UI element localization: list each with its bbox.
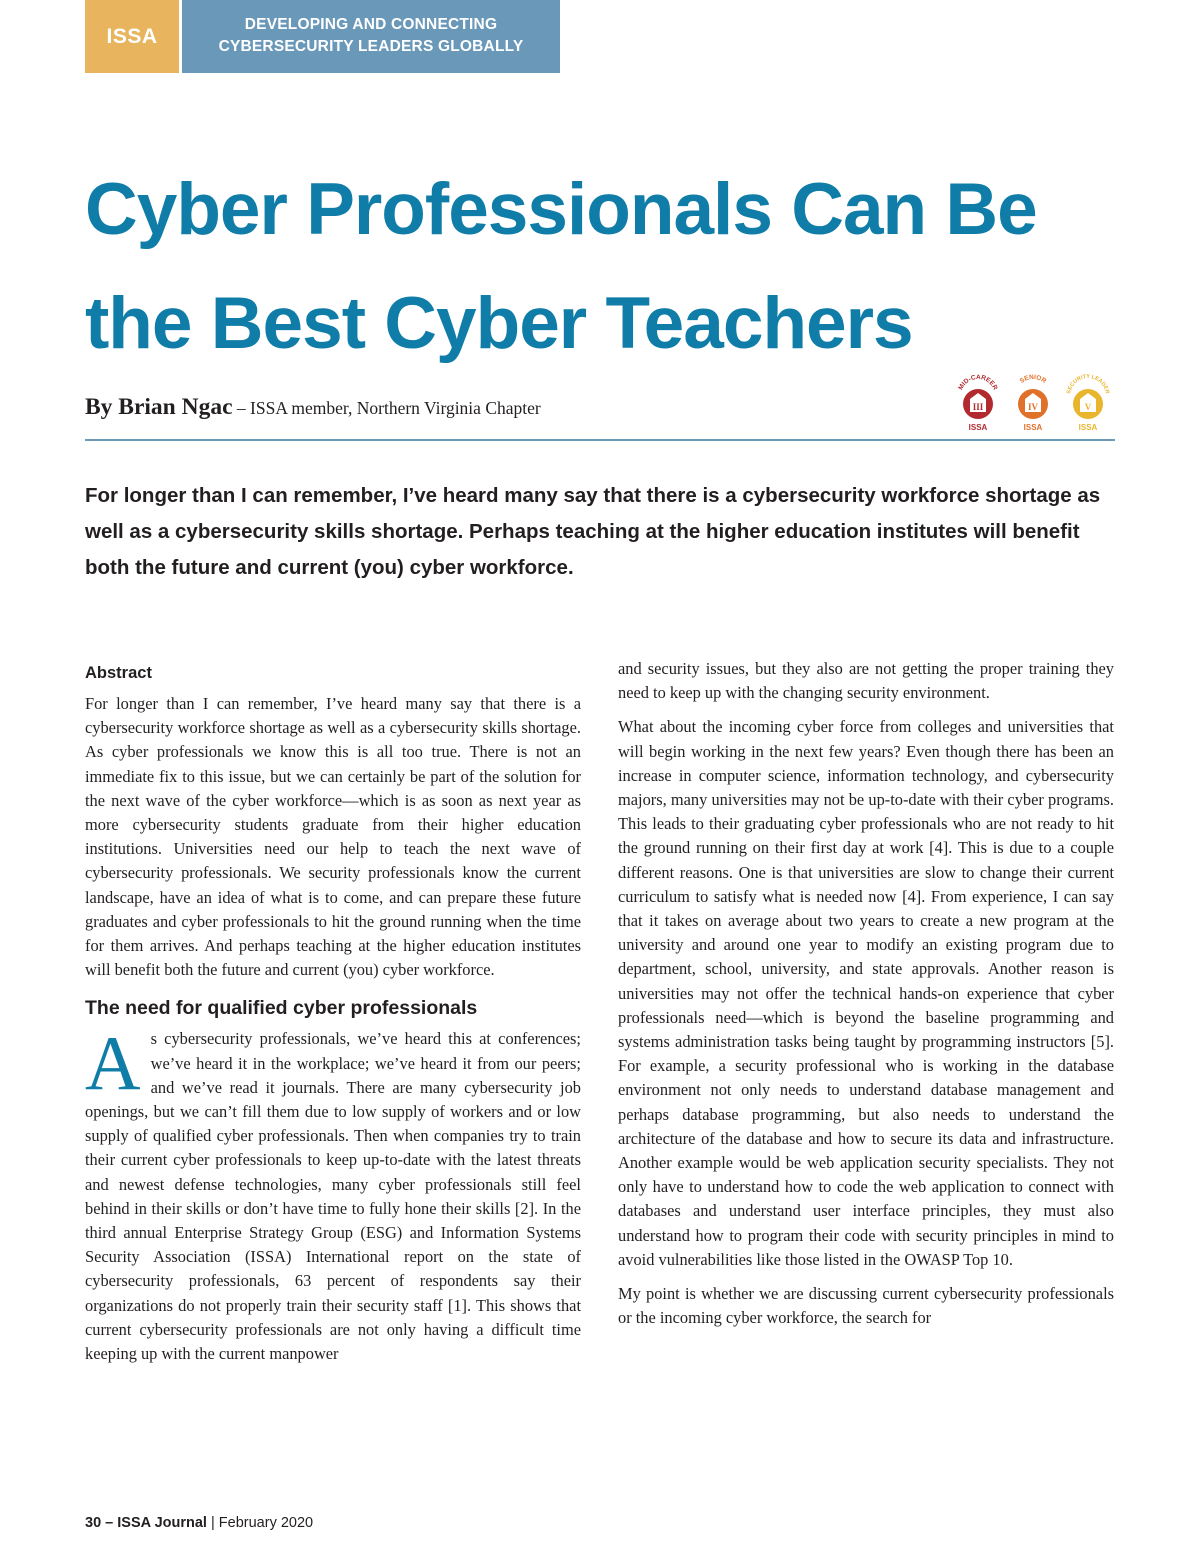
byline-divider (85, 439, 1115, 441)
senior-badge-icon (1010, 374, 1056, 432)
intro-deck: For longer than I can remember, I’ve heard many say that there is a cybersecurity workforce shortage as well as a cybersecurity skills shortage. Perhaps teaching at the higher education institutes will benefit both the future and current (you) cyber workforce. (85, 484, 1101, 579)
career-level-badges (955, 374, 1111, 432)
svg-text:MID-CAREER: MID-CAREER (957, 374, 999, 392)
mid-career-badge-icon (955, 374, 1001, 432)
byline (85, 394, 541, 421)
tagline-line-2: CYBERSECURITY LEADERS GLOBALLY (218, 38, 524, 55)
right-paragraph-1: and security issues, but they also are not getting the proper training they need to keep up with the changing security environment. (618, 659, 1114, 703)
section-heading: The need for qualified cyber professionals (85, 997, 478, 1020)
footer-separator: | (206, 1515, 219, 1531)
article-title: Cyber Professionals Can Be the Best Cyber Teachers (85, 169, 1037, 364)
section-paragraph (85, 1020, 581, 1366)
author-affiliation: – ISSA member, Northern Virginia Chapter (232, 398, 541, 418)
svg-text:ISSA: ISSA (968, 423, 988, 432)
tagline-line-1: DEVELOPING AND CONNECTING (244, 16, 498, 33)
svg-text:ISSA: ISSA (1023, 423, 1043, 432)
right-column (618, 657, 1114, 1340)
right-paragraph-3: My point is whether we are discussing current cybersecurity professionals or the incoming cyber workforce, the search for (618, 1284, 1114, 1328)
svg-text:SECURITY LEADER: SECURITY LEADER (1066, 374, 1110, 395)
right-paragraph-2: What about the incoming cyber force from colleges and universities that will begin working in the next few years? Even though there has been an increase in computer science, information technology, and cybersecurity majors, many universities may not be up-to-date with their cyber programs. This leads to their graduating cyber professionals who are not ready to hit the ground running on their first day at work [4]. This is due to a couple different reasons. One is that universities are slow to change their current curriculum to satisfy what is needed now [4]. From experience, I can say that it takes on average about two years to create a new program at the university and around one year to modify an existing program due to department, school, university, and state approvals. Another reason is universities may not offer the technical hands-on experience that cyber professionals need—which is beyond the baseline programming and systems administration tasks being taught by programming instructors [5]. For example, a security professional who is working in the database environment not only needs to understand database management and perhaps database programming, but also needs to understand the architecture of the database and how to secure its data and infrastructure. Another example would be web application security specialists. They not only have to understand how to code the web application to connect with databases and understand user interface principles, they must also understand how to program their code with security principles in mind to avoid vulnerabilities like those listed in the OWASP Top 10. (618, 717, 1114, 1269)
author-name: By Brian Ngac (85, 394, 233, 420)
section-paragraph-text: s cybersecurity professionals, we’ve heard this at conferences; we’ve heard it in the workplace; we’ve heard it from our peers; and we’ve read it journals. There are many cybersecurity job openings, but we can’t fill them due to low supply of workers and or low supply of qualified cyber professionals. Then when companies try to train their current cyber professionals to keep up-to-date with the latest threats and newest defense technologies, many cyber professionals still feel behind in their skills or don’t have time to fully hone their skills [2]. In the third annual Enterprise Strategy Group (ESG) and Information Systems Security Association (ISSA) International report on the state of cybersecurity professionals, 63 percent of respondents say their organizations do not properly train their security staff [1]. This shows that current cybersecurity professionals are not only having a difficult time keeping up with the current manpower (85, 1029, 581, 1364)
left-column (85, 661, 581, 1376)
page-number: 30 – (85, 1515, 118, 1531)
issue-date: February 2020 (218, 1515, 314, 1531)
svg-text:IV: IV (1027, 402, 1039, 412)
journal-name: ISSA Journal (117, 1515, 207, 1531)
issa-tag: ISSA (85, 0, 179, 73)
svg-text:III: III (972, 402, 984, 412)
abstract-heading: Abstract (85, 664, 152, 682)
drop-cap: A (85, 1020, 141, 1107)
header-banner (85, 0, 560, 73)
page-footer (85, 1515, 313, 1531)
abstract-text: For longer than I can remember, I’ve heard many say that there is a cybersecurity workforce shortage as well as a cybersecurity skills shortage. As cyber professionals we know this is all too true. There is not an immediate fix to this issue, but we can certainly be part of the solution for the next wave of the cyber workforce—which is as soon as next year as more cybersecurity students graduate from their higher education institutions. Universities need our help to teach the next wave of cybersecurity professionals. We security professionals know the current landscape, have an idea of what is to come, and can prepare these future graduates and cyber professionals to hit the ground running when the time for them arrives. And perhaps teaching at the higher education institutes will benefit both the future and current (you) cyber workforce. (85, 694, 581, 980)
svg-text:ISSA: ISSA (1078, 423, 1098, 432)
svg-text:V: V (1084, 402, 1092, 412)
svg-text:SENIOR: SENIOR (1018, 374, 1048, 385)
banner-tagline (182, 0, 560, 73)
security-leader-badge-icon (1065, 374, 1111, 432)
